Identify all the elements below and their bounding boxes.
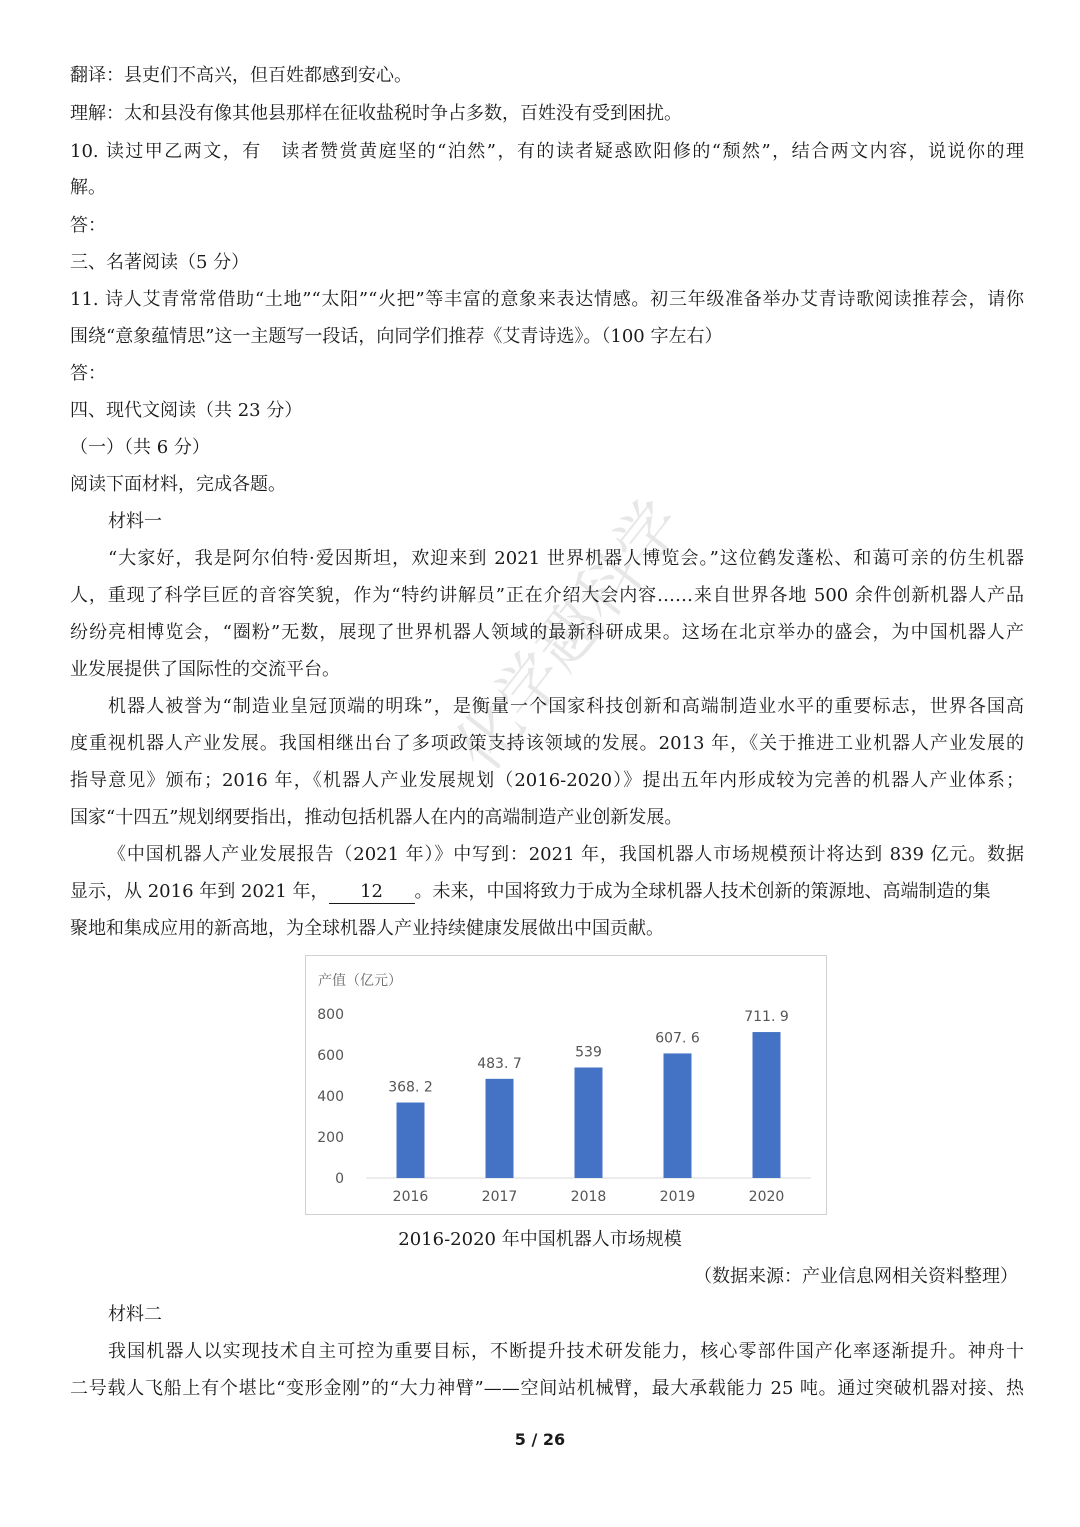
section-3-heading: 三、名著阅读（5 分） xyxy=(70,252,250,273)
subsection-heading: （一）（共 6 分） xyxy=(70,437,210,458)
understanding-line: 理解：太和县没有像其他县那样在征收盐税时争占多数，百姓没有受到困扰。 xyxy=(70,103,682,124)
question-11-cont: 围绕“意象蕴情思”这一主题写一段话，向同学们推荐《艾青诗选》。（100 字左右） xyxy=(70,326,723,347)
y-tick-label: 600 xyxy=(317,1048,344,1064)
paragraph-line: 人，重现了科学巨匠的音容笑貌，作为“特约讲解员”正在介绍大会内容……来自世界各地 500 余件创新机器人产品 xyxy=(70,585,1024,606)
section-4-heading: 四、现代文阅读（共 23 分） xyxy=(70,400,303,421)
data-source: （数据来源：产业信息网相关资料整理） xyxy=(694,1266,1018,1287)
page-number: 5 / 26 xyxy=(514,1430,566,1449)
instruction: 阅读下面材料，完成各题。 xyxy=(70,474,286,495)
bar-2016 xyxy=(397,1103,425,1178)
bar-2017 xyxy=(486,1079,514,1178)
data-label-2017: 483. 7 xyxy=(477,1055,522,1072)
bar-2019 xyxy=(664,1053,692,1178)
paragraph-line-with-blank xyxy=(70,878,1024,906)
data-label-2020: 711. 9 xyxy=(744,1009,789,1026)
paragraph-line: 聚地和集成应用的新高地，为全球机器人产业持续健康发展做出中国贡献。 xyxy=(70,918,664,939)
data-label-2016: 368. 2 xyxy=(388,1079,433,1096)
y-axis-label: 产值（亿元） xyxy=(318,973,402,989)
x-tick-label-2020: 2020 xyxy=(748,1189,785,1205)
paragraph-line: 《中国机器人产业发展报告（2021 年）》中写到：2021 年，我国机器人市场规模预计将达到 839 亿元。数据 xyxy=(108,844,1024,865)
paragraph-line: 二号载人飞船上有个堪比“变形金刚”的“大力神臂”——空间站机械臂，最大承载能力 25 吨。通过突破机器对接、热 xyxy=(70,1378,1024,1399)
question-11: 11. 诗人艾青常常借助“土地”“太阳”“火把”等丰富的意象来表达情感。初三年级准备举办艾青诗歌阅读推荐会，请你 xyxy=(70,289,1024,310)
x-tick-label-2019: 2019 xyxy=(659,1189,696,1205)
answer-label: 答： xyxy=(70,215,106,236)
x-tick-label-2016: 2016 xyxy=(392,1189,429,1205)
y-tick-label: 200 xyxy=(317,1130,344,1146)
y-tick-label: 400 xyxy=(317,1089,344,1105)
paragraph-line: 指导意见》颁布；2016 年，《机器人产业发展规划（2016-2020）》提出五年内形成较为完善的机器人产业体系； xyxy=(70,770,1024,791)
fill-blank-12[interactable]: 12 xyxy=(329,881,415,904)
material-1-heading: 材料一 xyxy=(108,511,162,532)
paragraph-line: 业发展提供了国际性的交流平台。 xyxy=(70,659,340,680)
y-tick-label: 0 xyxy=(335,1171,344,1187)
paragraph-text: 。未来，中国将致力于成为全球机器人技术创新的策源地、高端制造的集 xyxy=(414,881,991,902)
material-2-heading: 材料二 xyxy=(108,1304,162,1325)
paragraph-line: 度重视机器人产业发展。我国相继出台了多项政策支持该领域的发展。2013 年，《关于推进工业机器人产业发展的 xyxy=(70,733,1024,754)
question-10-cont: 解。 xyxy=(70,177,106,198)
paragraph-line: 国家“十四五”规划纲要指出，推动包括机器人在内的高端制造产业创新发展。 xyxy=(70,807,683,828)
watermark: 化学趣科学 xyxy=(441,487,698,785)
data-label-2019: 607. 6 xyxy=(655,1030,700,1047)
translation-line: 翻译：县吏们不高兴，但百姓都感到安心。 xyxy=(70,65,412,86)
answer-label: 答： xyxy=(70,363,106,384)
paragraph-text: 显示，从 2016 年到 2021 年， xyxy=(70,881,329,902)
paragraph-line: 纷纷亮相博览会，“圈粉”无数，展现了世界机器人领域的最新科研成果。这场在北京举办的盛会，为中国机器人产 xyxy=(70,622,1024,643)
chart-svg xyxy=(306,956,826,1214)
paragraph-line: 机器人被誉为“制造业皇冠顶端的明珠”，是衡量一个国家科技创新和高端制造业水平的重要标志，世界各国高 xyxy=(108,696,1024,717)
paragraph-line: “大家好，我是阿尔伯特·爱因斯坦，欢迎来到 2021 世界机器人博览会。”这位鹤发蓬松、和蔼可亲的仿生机器 xyxy=(108,548,1024,569)
paragraph-line: 我国机器人以实现技术自主可控为重要目标，不断提升技术研发能力，核心零部件国产化率逐渐提升。神舟十 xyxy=(108,1341,1024,1362)
data-label-2018: 539 xyxy=(575,1044,602,1061)
bar-chart xyxy=(305,955,827,1215)
x-tick-label-2017: 2017 xyxy=(481,1189,518,1205)
question-10: 10. 读过甲乙两文，有 读者赞赏黄庭坚的“泊然”，有的读者疑惑欧阳修的“颓然”，结合两文内容，说说你的理 xyxy=(70,141,1024,162)
bar-2020 xyxy=(753,1032,781,1178)
chart-caption: 2016-2020 年中国机器人市场规模 xyxy=(398,1229,682,1250)
bar-2018 xyxy=(575,1068,603,1178)
x-tick-label-2018: 2018 xyxy=(570,1189,607,1205)
y-tick-label: 800 xyxy=(317,1007,344,1023)
